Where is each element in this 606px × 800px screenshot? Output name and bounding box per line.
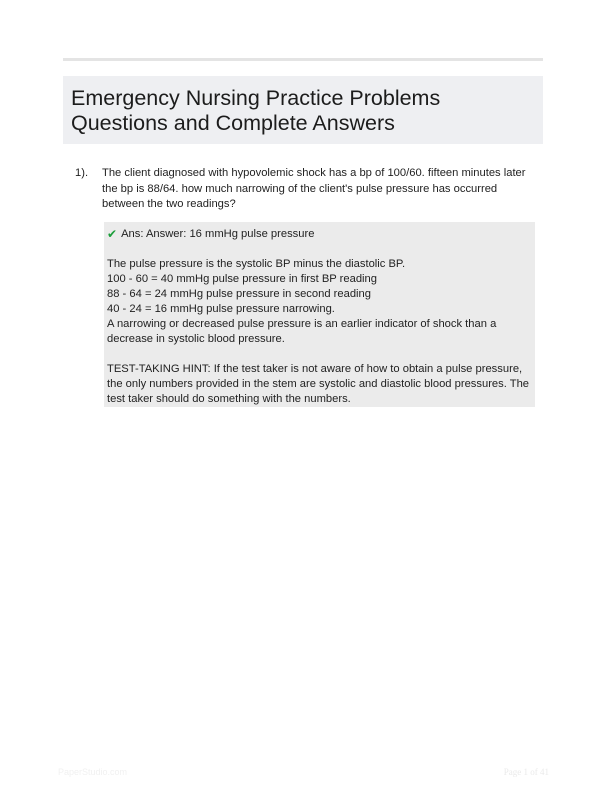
answer-label: Ans: Answer: 16 mmHg pulse pressure	[121, 227, 315, 240]
question-number: 1).	[75, 167, 89, 179]
answer-heading	[107, 226, 535, 242]
answer-box	[104, 222, 535, 407]
explanation-line: 100 - 60 = 40 mmHg pulse pressure in first BP reading	[107, 273, 377, 285]
test-taking-hint: TEST-TAKING HINT: If the test taker is not aware of how to obtain a pulse pressure, the only numbers provided in the stem are systolic and diastolic blood pressures. The test taker should do something with the numbers.	[107, 363, 530, 405]
explanation-line: The pulse pressure is the systolic BP minus the diastolic BP.	[107, 258, 406, 270]
question-text: The client diagnosed with hypovolemic shock has a bp of 100/60. fifteen minutes later the bp is 88/64. how much narrowing of the client's pulse pressure has occurred between the two readings?	[102, 167, 526, 210]
top-divider	[63, 58, 543, 61]
footer-watermark: PaperStudio.com	[58, 767, 128, 777]
title-line-1: Emergency Nursing Practice Problems	[71, 86, 441, 110]
explanation-line: 40 - 24 = 16 mmHg pulse pressure narrowing.	[107, 303, 335, 315]
title-line-2: Questions and Complete Answers	[71, 111, 395, 135]
page-number: Page 1 of 41	[503, 767, 549, 777]
title-banner	[63, 76, 543, 144]
explanation-line: A narrowing or decreased pulse pressure is an earlier indicator of shock than a decrease in systolic blood pressure.	[107, 318, 497, 345]
explanation-line: 88 - 64 = 24 mmHg pulse pressure in second reading	[107, 288, 371, 300]
check-icon: ✔	[107, 227, 118, 241]
page-title	[63, 76, 543, 136]
